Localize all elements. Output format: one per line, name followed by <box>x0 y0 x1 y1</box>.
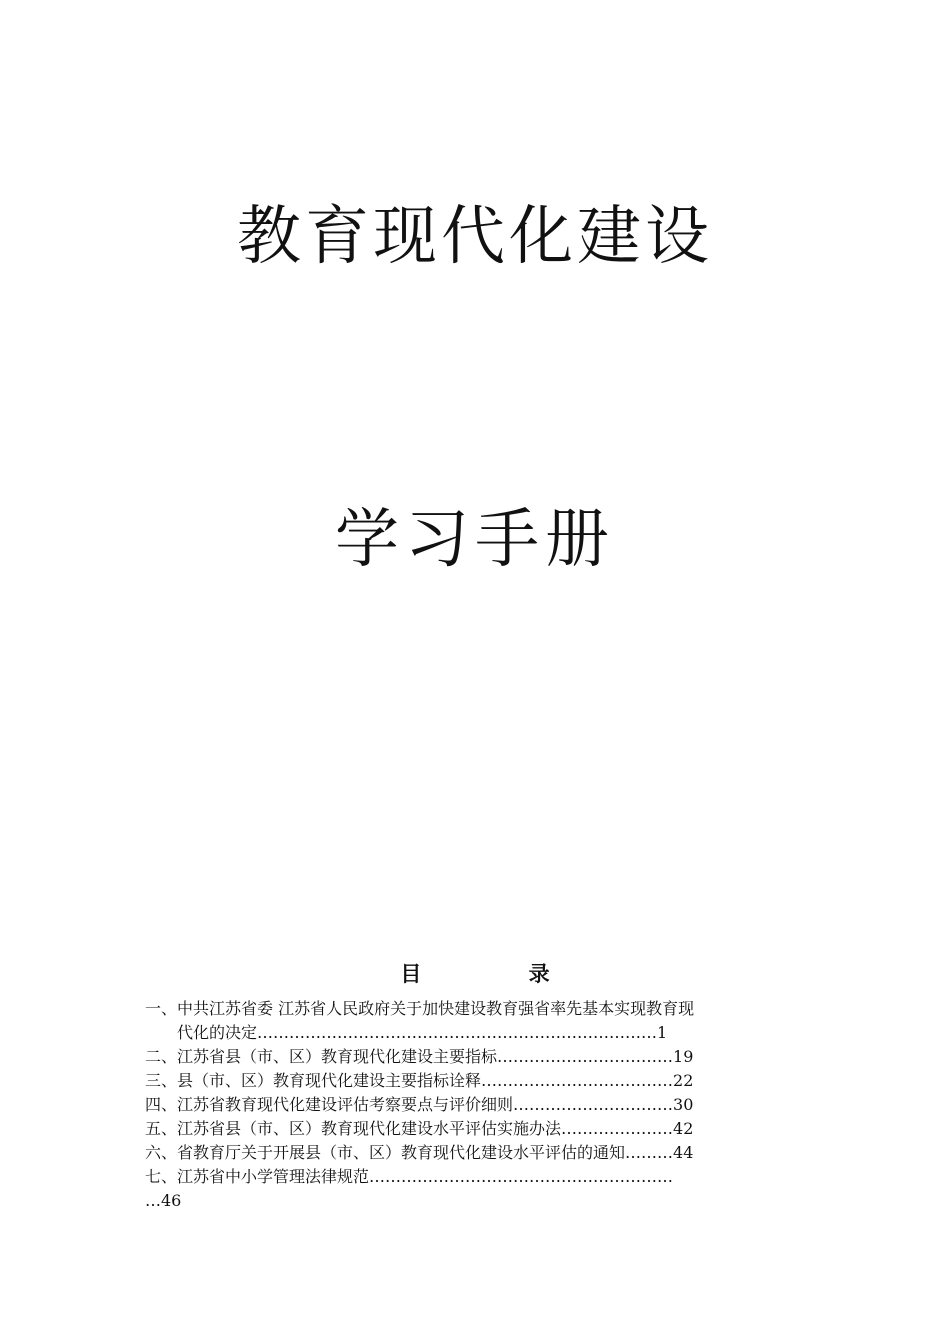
toc-page-number: …46 <box>145 1191 182 1210</box>
toc-page-number: 22 <box>673 1071 694 1090</box>
toc-page-number: 30 <box>673 1095 694 1114</box>
toc-item-6 <box>145 1141 807 1165</box>
toc-item-5 <box>145 1117 807 1141</box>
toc-item-4 <box>145 1093 807 1117</box>
toc-leader-dots: …………………………… <box>497 1047 674 1066</box>
toc-item-1-line1: 一、中共江苏省委 江苏省人民政府关于加快建设教育强省率先基本实现教育现 <box>145 999 695 1018</box>
toc-leader-dots: ………………… <box>561 1119 674 1138</box>
toc-item-7 <box>145 1165 807 1213</box>
toc-item-3 <box>145 1069 807 1093</box>
document-subtitle: 学习手册 <box>335 503 615 577</box>
toc-leader-dots: ……………………………… <box>481 1071 674 1090</box>
toc-leader-dots: ………………………………………………………………… <box>257 1023 658 1042</box>
toc-item-1 <box>145 997 807 1045</box>
toc-heading: 目 录 <box>400 962 600 986</box>
toc-item-title: 三、县（市、区）教育现代化建设主要指标诠释 <box>145 1071 482 1090</box>
toc-leader-dots: ………………………… <box>513 1095 674 1114</box>
toc-page-number: 42 <box>673 1119 694 1138</box>
toc-item-1-line2: 代化的决定 <box>177 1023 258 1042</box>
table-of-contents <box>145 997 807 1213</box>
toc-item-title: 七、江苏省中小学管理法律规范 <box>145 1167 370 1186</box>
toc-leader-dots: ……… <box>625 1143 674 1162</box>
toc-item-title: 五、江苏省县（市、区）教育现代化建设水平评估实施办法 <box>145 1119 562 1138</box>
document-title: 教育现代化建设 <box>237 200 713 274</box>
toc-item-title: 六、省教育厅关于开展县（市、区）教育现代化建设水平评估的通知 <box>145 1143 626 1162</box>
toc-leader-dots: ………………………………………………… <box>369 1167 674 1186</box>
toc-item-2 <box>145 1045 807 1069</box>
toc-page-number: 1 <box>657 1023 668 1042</box>
toc-item-title: 四、江苏省教育现代化建设评估考察要点与评价细则 <box>145 1095 514 1114</box>
toc-page-number: 44 <box>673 1143 694 1162</box>
toc-page-number: 19 <box>673 1047 694 1066</box>
toc-item-title: 二、江苏省县（市、区）教育现代化建设主要指标 <box>145 1047 498 1066</box>
